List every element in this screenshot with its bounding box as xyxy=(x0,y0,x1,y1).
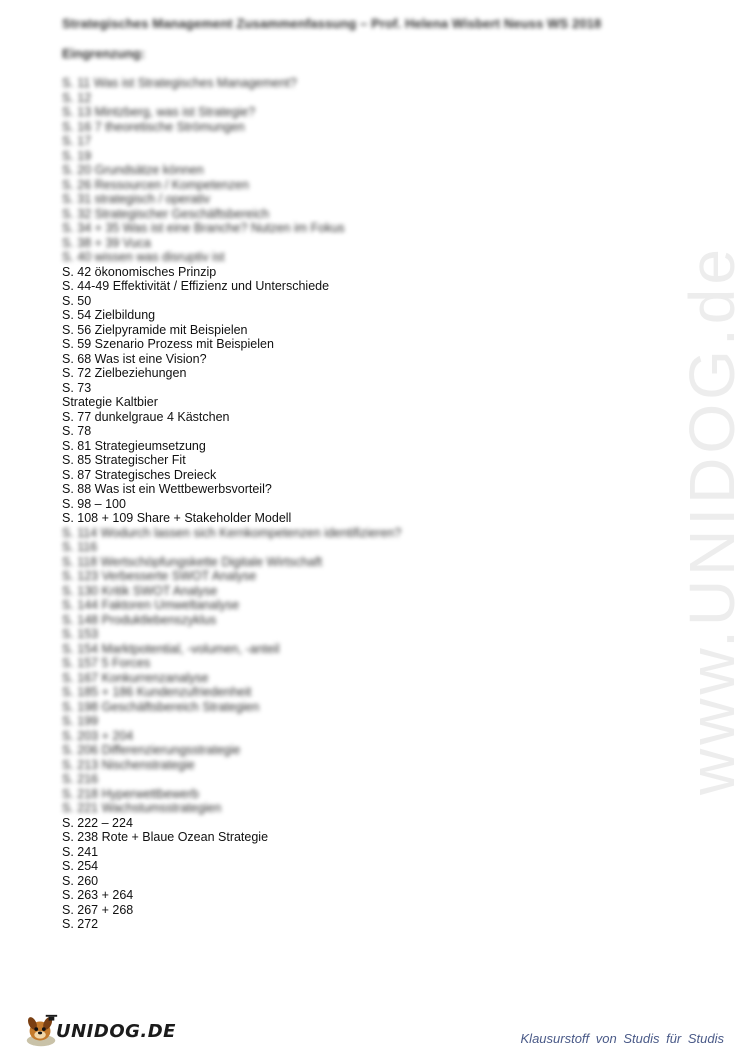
unidog-logo[interactable] xyxy=(22,1012,176,1050)
list-item: S. 206 Differenzierungsstrategie xyxy=(62,743,241,757)
list-item: S. 85 Strategischer Fit xyxy=(62,453,186,467)
list-item: S. 31 strategisch / operativ xyxy=(62,192,210,206)
list-item: S. 68 Was ist eine Vision? xyxy=(62,351,207,366)
list-item: S. 19 xyxy=(62,148,92,163)
list-item: S. 216 xyxy=(62,772,99,786)
logo-text: UNIDOG.DE xyxy=(56,1020,176,1042)
list-item: S. 38 + 39 Vuca xyxy=(62,235,151,250)
list-item: S. 148 Produktlebenszyklus xyxy=(62,612,217,627)
list-item: S. 11 Was ist Strategisches Management? xyxy=(62,76,297,90)
list-item: S. 73 xyxy=(62,380,92,395)
list-item: S. 198 Geschäftsbereich Strategien xyxy=(62,699,260,714)
list-item: S. 221 Wachstumsstrategien xyxy=(62,801,222,815)
list-item: S. 154 Marktpotential, -volumen, -anteil xyxy=(62,641,280,656)
list-item: S. 78 xyxy=(62,424,92,438)
list-item: S. 50 xyxy=(62,293,92,308)
list-item: S. 12 xyxy=(62,90,92,105)
list-item: S. 185 + 186 Kundenzufriedenheit xyxy=(62,685,252,699)
list-item: S. 42 ökonomisches Prinzip xyxy=(62,264,217,279)
list-item: S. 13 Mintzberg, was ist Strategie? xyxy=(62,105,256,119)
list-item: S. 203 + 204 xyxy=(62,728,134,743)
list-item: S. 32 Strategischer Geschäftsbereich xyxy=(62,206,270,221)
list-item: S. 98 – 100 xyxy=(62,496,126,511)
list-item: S. 87 Strategisches Dreieck xyxy=(62,467,217,482)
list-item: S. 238 Rote + Blaue Ozean Strategie xyxy=(62,830,269,844)
list-item: S. 123 Verbesserte SWOT Analyse xyxy=(62,569,257,583)
list-item: S. 267 + 268 xyxy=(62,902,134,917)
list-item: S. 26 Ressourcen / Kompetenzen xyxy=(62,177,249,192)
list-item: S. 20 Grundsätze können xyxy=(62,163,204,177)
list-item: S. 199 xyxy=(62,714,99,728)
list-item: S. 114 Wodurch lassen sich Kernkompetenzen identifizieren? xyxy=(62,525,402,540)
list-item: S. 88 Was ist ein Wettbewerbsvorteil? xyxy=(62,482,272,496)
list-item: S. 77 dunkelgraue 4 Kästchen xyxy=(62,409,230,424)
list-item: S. 16 7 theoretische Strömungen xyxy=(62,119,245,134)
list-item: S. 272 xyxy=(62,917,99,931)
list-item: S. 260 xyxy=(62,873,99,888)
list-item: S. 222 – 224 xyxy=(62,815,133,830)
section-heading: Eingrenzung: xyxy=(62,46,146,61)
list-item: S. 59 Szenario Prozess mit Beispielen xyxy=(62,337,274,351)
list-item: S. 108 + 109 Share + Stakeholder Modell xyxy=(62,511,292,525)
dog-mascot-icon xyxy=(22,1012,60,1050)
list-item: S. 81 Strategieumsetzung xyxy=(62,438,206,453)
list-item: S. 72 Zielbeziehungen xyxy=(62,366,187,380)
list-item: S. 213 Nischenstrategie xyxy=(62,757,195,772)
list-item: S. 241 xyxy=(62,844,99,859)
list-item: S. 130 Kritik SWOT Analyse xyxy=(62,583,218,598)
watermark: www.UNIDOG.de xyxy=(676,245,748,795)
list-item: S. 153 xyxy=(62,627,99,641)
list-item: S. 17 xyxy=(62,134,92,148)
list-item: S. 56 Zielpyramide mit Beispielen xyxy=(62,322,248,337)
list-item: S. 40 wissen was disruptiv ist xyxy=(62,250,225,264)
list-item: S. 167 Konkurrenzanalyse xyxy=(62,670,209,685)
list-item: S. 263 + 264 xyxy=(62,888,134,902)
list-item xyxy=(62,932,401,947)
list-item: S. 44-49 Effektivität / Effizienz und Unterschiede xyxy=(62,279,330,293)
list-item: S. 144 Faktoren Umweltanalyse xyxy=(62,598,240,612)
list-item: S. 54 Zielbildung xyxy=(62,308,156,322)
list-item: S. 218 Hyperwettbewerb xyxy=(62,786,199,801)
list-item: S. 254 xyxy=(62,859,99,873)
list-item: S. 34 + 35 Was ist eine Branche? Nutzen im Fokus xyxy=(62,221,345,235)
list-item: S. 116 xyxy=(62,540,98,554)
list-item: Strategie Kaltbier xyxy=(62,395,158,409)
topic-list xyxy=(62,76,401,946)
footer-slogan: Klausurstoff von Studis für Studis xyxy=(520,1031,724,1046)
list-item: S. 118 Wertschöpfungskette Digitale Wirtschaft xyxy=(62,554,323,569)
list-item: S. 157 5 Forces xyxy=(62,656,151,670)
document-title: Strategisches Management Zusammenfassung – Prof. Helena Wisbert Neuss WS 2018 xyxy=(62,16,602,31)
